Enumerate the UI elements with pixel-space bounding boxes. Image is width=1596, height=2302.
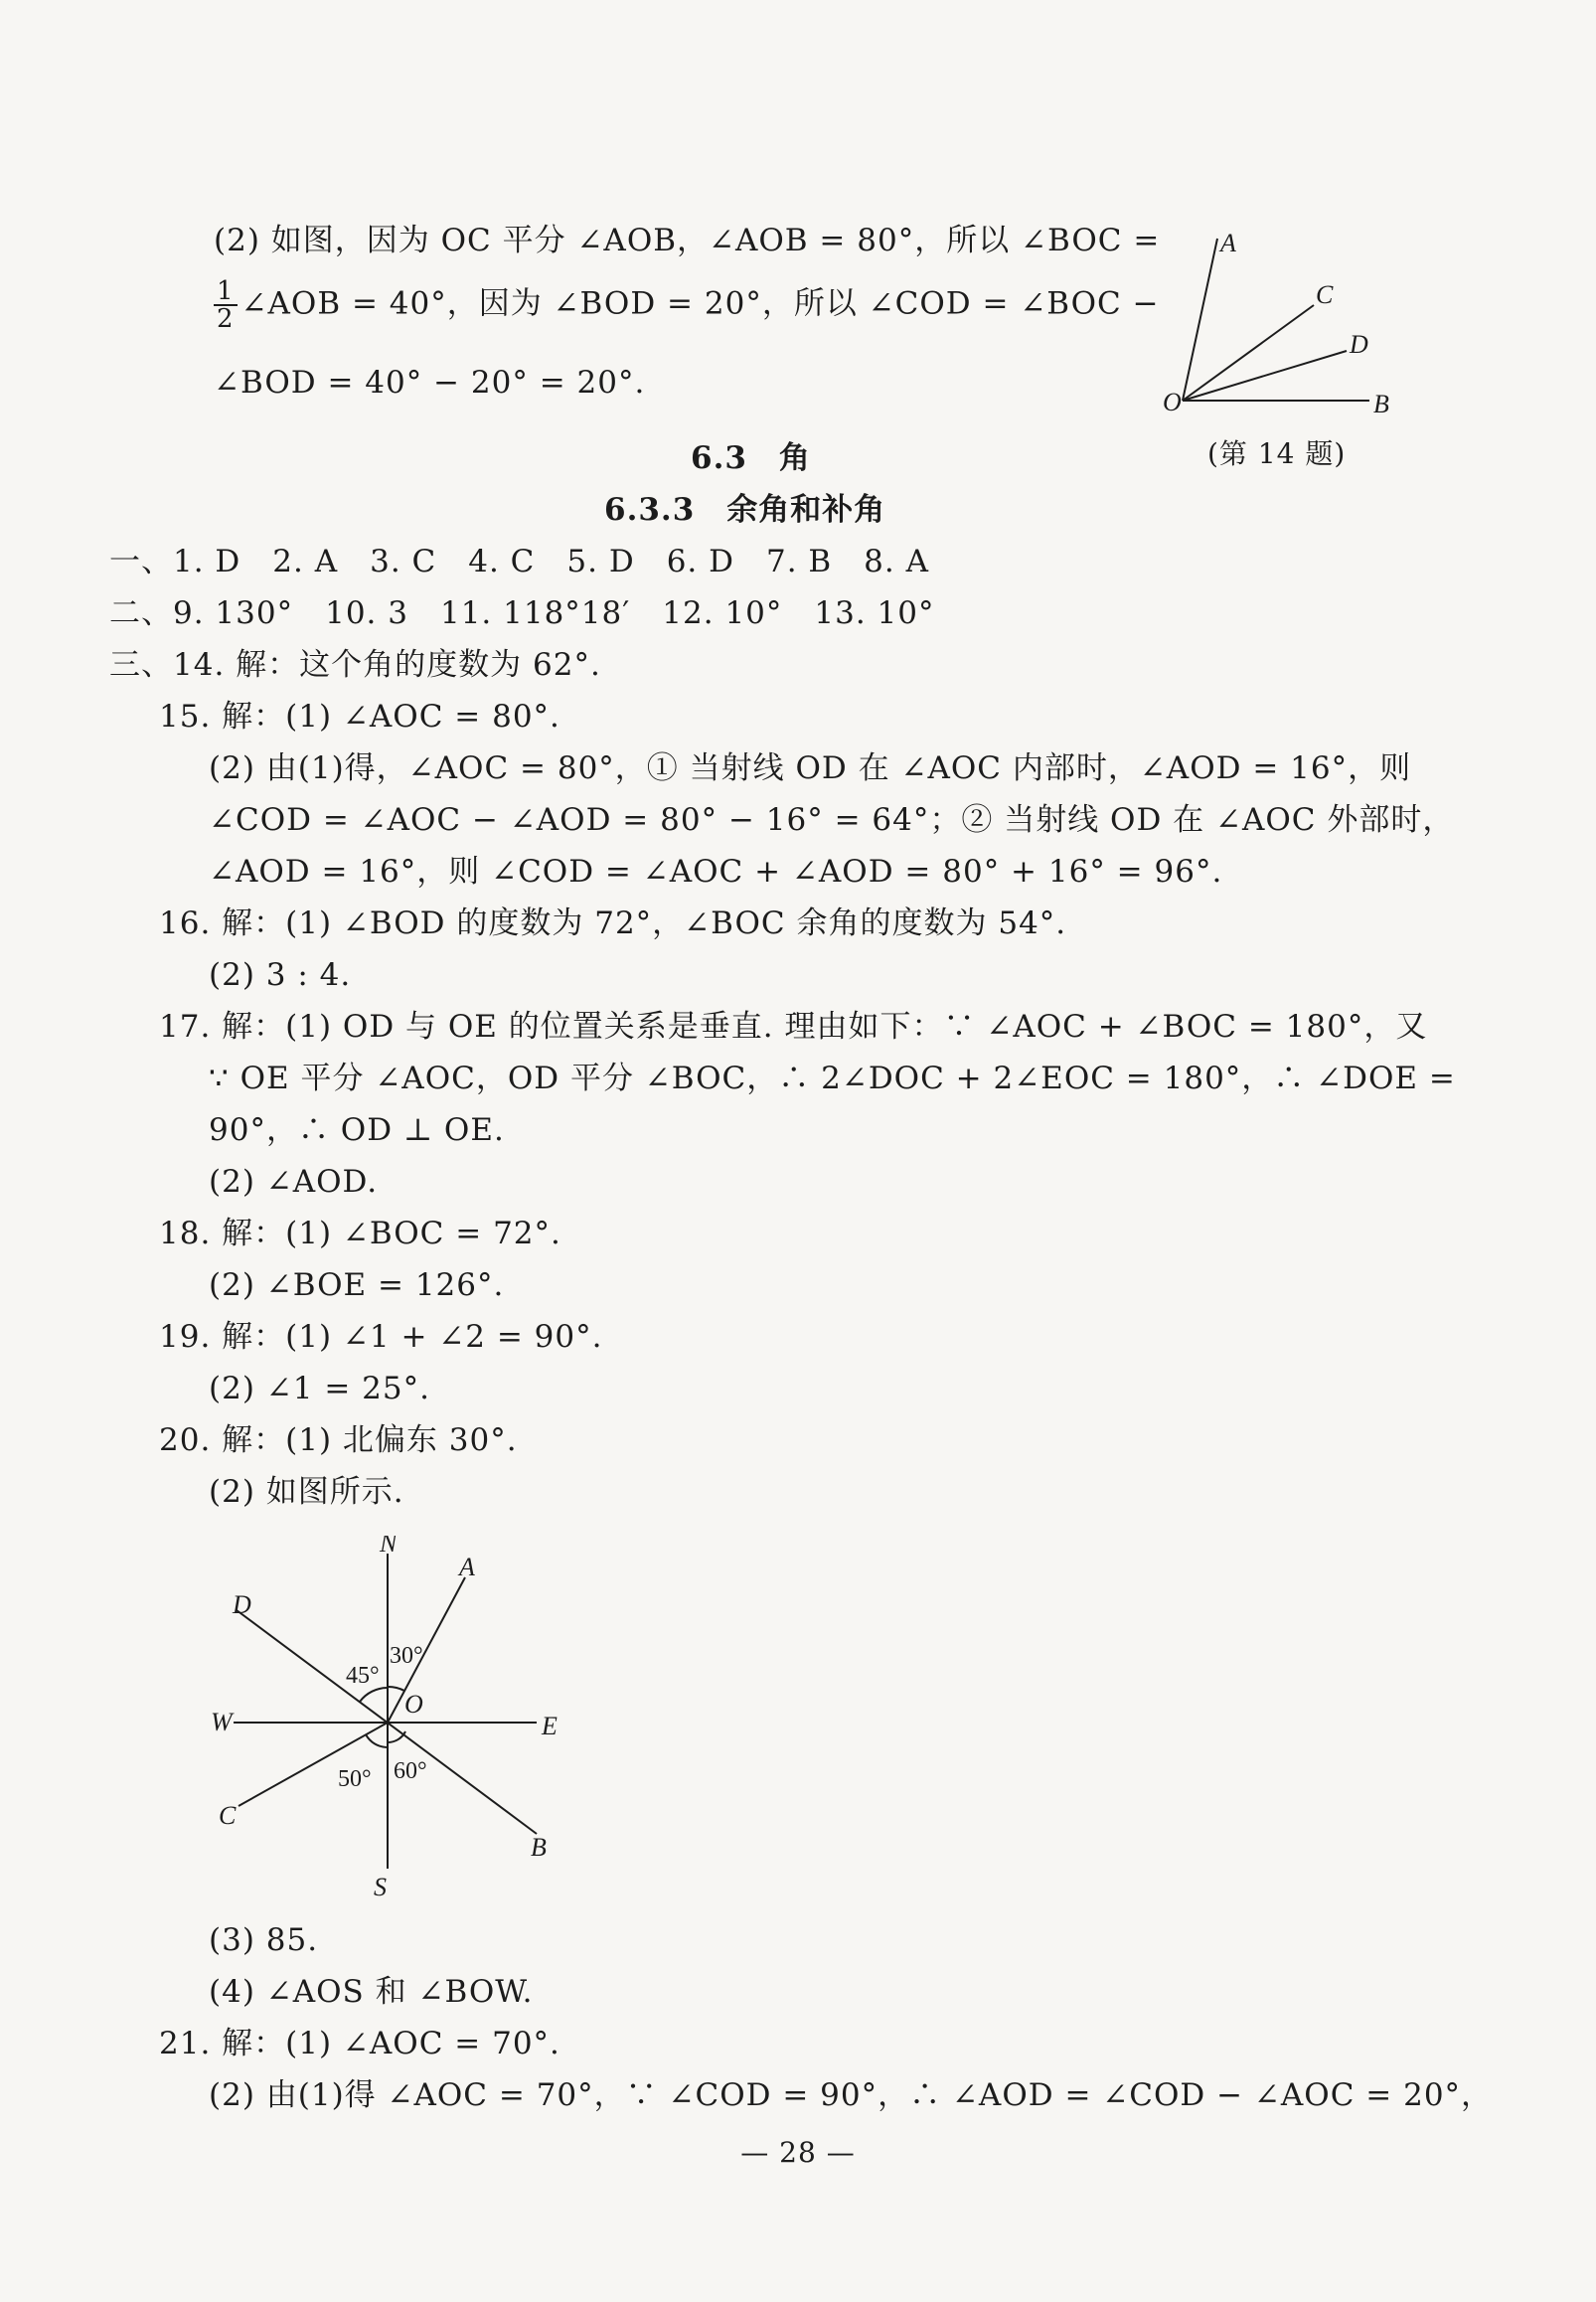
answer-line-3: 三、14. 解：这个角的度数为 62°.	[109, 647, 601, 683]
answer-line-5: (2) 由(1)得，∠AOC = 80°，① 当射线 OD 在 ∠AOC 内部时，∠AOD = 16°，则	[209, 750, 1412, 786]
arc-50	[366, 1734, 388, 1747]
label-c: C	[1316, 280, 1334, 309]
figure-14-caption: (第 14 题)	[1207, 437, 1347, 470]
fraction-denominator: 2	[217, 304, 235, 334]
answer-line-20: (3) 85.	[209, 1922, 319, 1958]
fraction-numerator: 1	[214, 278, 238, 306]
section-title: 6.3 角	[691, 440, 811, 476]
answer-line-4: 15. 解：(1) ∠AOC = 80°.	[159, 699, 560, 735]
label-o: O	[404, 1690, 423, 1719]
answer-line-13: (2) ∠AOD.	[209, 1164, 379, 1200]
answer-line-22: 21. 解：(1) ∠AOC = 70°.	[159, 2026, 560, 2061]
answer-line-10: 17. 解：(1) OD 与 OE 的位置关系是垂直. 理由如下：∵ ∠AOC + ∠BOC = 180°，又	[159, 1009, 1428, 1045]
q14-line-2	[214, 278, 1160, 332]
label-c: C	[219, 1801, 237, 1830]
fraction-half	[214, 278, 238, 332]
ray-oc	[1183, 305, 1314, 401]
answer-line-19: (2) 如图所示.	[209, 1474, 404, 1510]
answer-line-15: (2) ∠BOE = 126°.	[209, 1267, 505, 1303]
label-d: D	[233, 1590, 251, 1619]
arc-45	[360, 1688, 388, 1702]
label-b: B	[1373, 390, 1389, 418]
answer-line-6: ∠COD = ∠AOC − ∠AOD = 80° − 16° = 64°；② 当射线 OD 在 ∠AOC 外部时，	[209, 802, 1455, 838]
label-w: W	[211, 1708, 233, 1736]
label-b: B	[531, 1833, 547, 1862]
answer-line-23: (2) 由(1)得 ∠AOC = 70°，∵ ∠COD = 90°，∴ ∠AOD = ∠COD − ∠AOC = 20°，	[209, 2077, 1494, 2113]
answer-line-1: 一、1. D 2. A 3. C 4. C 5. D 6. D 7. B 8. A	[109, 544, 930, 579]
q14-line-3: ∠BOD = 40° − 20° = 20°.	[214, 365, 646, 401]
figure-14	[1153, 224, 1411, 432]
answer-line-7: ∠AOD = 16°，则 ∠COD = ∠AOC + ∠AOD = 80° + 16° = 96°.	[209, 854, 1223, 890]
section-subtitle: 6.3.3 余角和补角	[604, 492, 886, 528]
ray-od	[1183, 351, 1347, 401]
label-o: O	[1163, 388, 1182, 416]
answer-line-8: 16. 解：(1) ∠BOD 的度数为 72°，∠BOC 余角的度数为 54°.	[159, 905, 1067, 941]
answer-line-11: ∵ OE 平分 ∠AOC，OD 平分 ∠BOC，∴ 2∠DOC + 2∠EOC = 180°，∴ ∠DOE =	[209, 1061, 1456, 1096]
answer-line-17: (2) ∠1 = 25°.	[209, 1371, 430, 1406]
answer-line-2: 二、9. 130° 10. 3 11. 118°18′ 12. 10° 13. 10°	[109, 595, 935, 631]
label-e: E	[542, 1712, 558, 1740]
label-d: D	[1350, 330, 1368, 359]
angle-label-30: 30°	[390, 1643, 423, 1669]
answer-line-9: (2) 3 : 4.	[209, 957, 352, 993]
answer-line-14: 18. 解：(1) ∠BOC = 72°.	[159, 1216, 561, 1251]
label-n: N	[380, 1536, 398, 1558]
q14-line-2-text: ∠AOB = 40°，因为 ∠BOD = 20°，所以 ∠COD = ∠BOC −	[240, 285, 1160, 322]
label-a: A	[1220, 229, 1236, 257]
answer-line-21: (4) ∠AOS 和 ∠BOW.	[209, 1974, 534, 2010]
page-number: — 28 —	[740, 2136, 856, 2169]
angle-label-50: 50°	[338, 1766, 372, 1792]
q14-line-1: (2) 如图，因为 OC 平分 ∠AOB，∠AOB = 80°，所以 ∠BOC =	[214, 223, 1161, 258]
angle-label-45: 45°	[346, 1663, 380, 1689]
arc-30	[388, 1687, 404, 1691]
angle-label-60: 60°	[394, 1758, 427, 1784]
label-a: A	[459, 1553, 475, 1581]
answer-line-18: 20. 解：(1) 北偏东 30°.	[159, 1422, 518, 1458]
label-s: S	[374, 1873, 387, 1901]
answer-line-12: 90°，∴ OD ⊥ OE.	[209, 1112, 505, 1148]
answer-line-16: 19. 解：(1) ∠1 + ∠2 = 90°.	[159, 1319, 603, 1355]
figure-20	[199, 1536, 596, 1913]
ray-oa	[1183, 239, 1217, 401]
